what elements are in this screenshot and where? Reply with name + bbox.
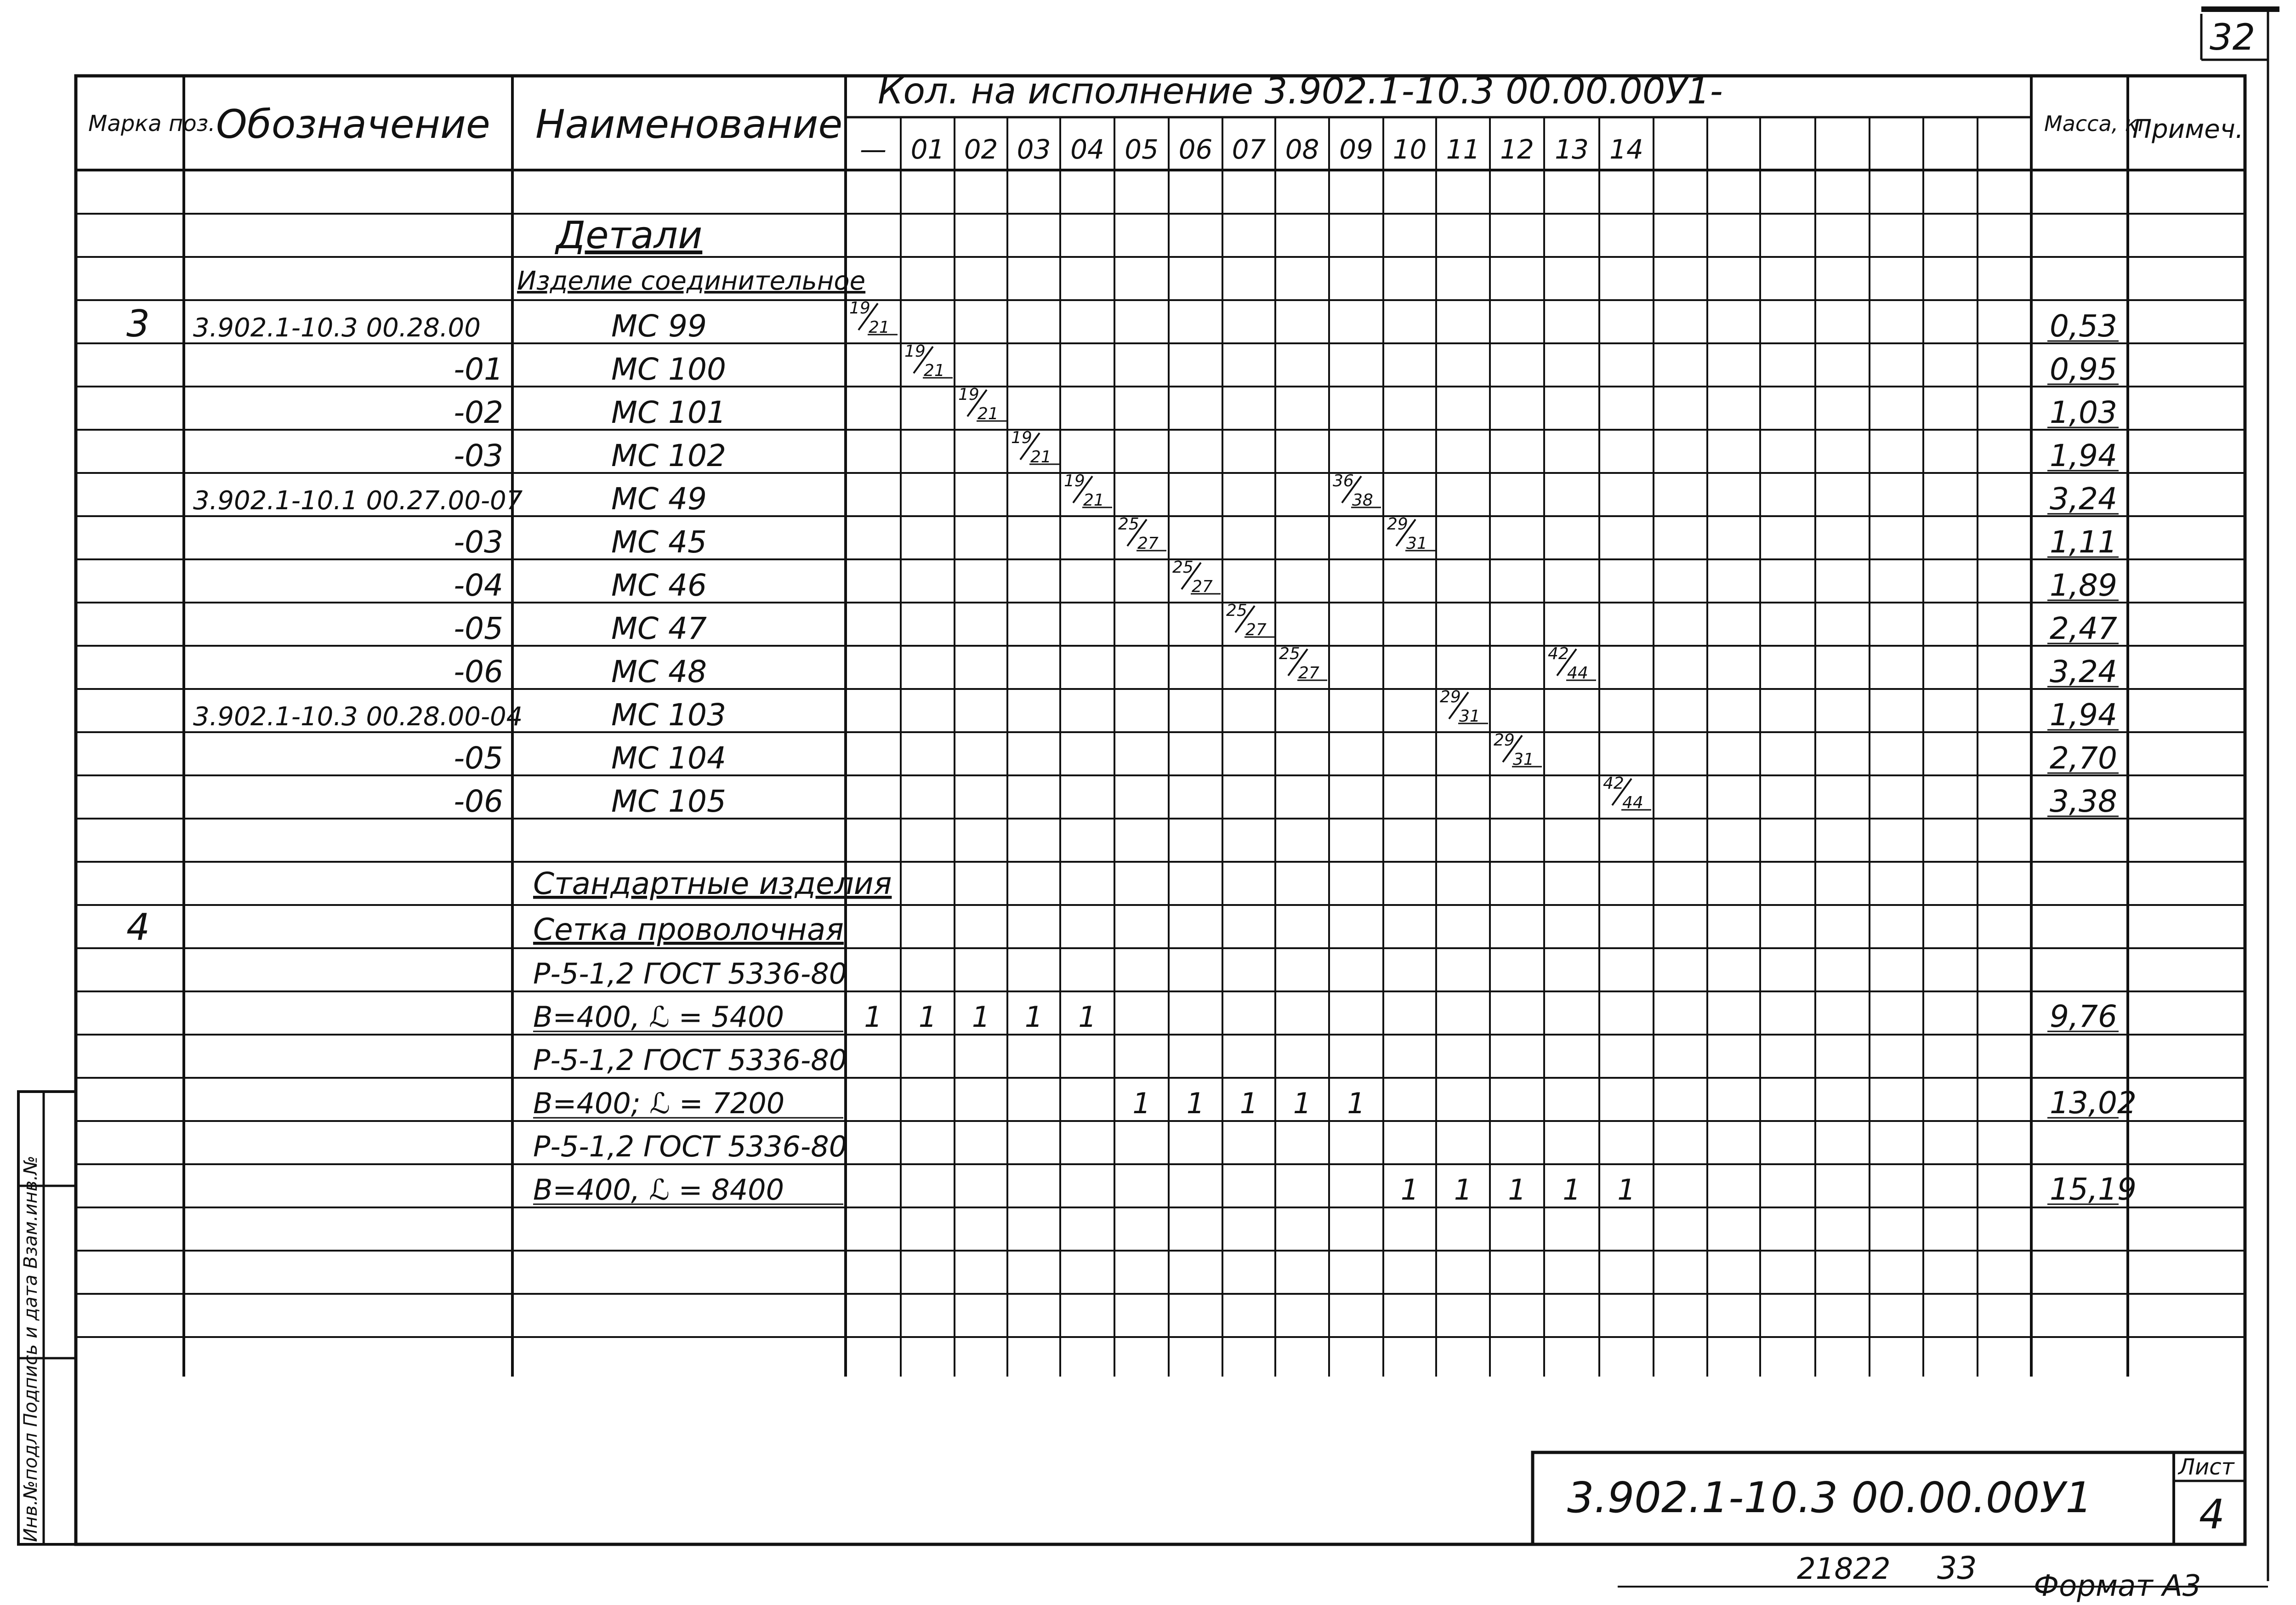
variant-col-8: 08 <box>1285 134 1319 165</box>
sheet-number-corner: 32 <box>2210 17 2256 58</box>
row-designation: -02 <box>454 395 503 430</box>
row-name: МС 101 <box>611 395 726 430</box>
header-name: Наименование <box>535 102 843 148</box>
row-name: МС 45 <box>611 524 707 560</box>
variant-col-9: 09 <box>1339 134 1373 165</box>
standard-item-qty: 1 <box>1239 1087 1258 1120</box>
variant-col-7: 07 <box>1232 134 1266 165</box>
row-name: МС 103 <box>611 697 726 733</box>
variant-column-headers <box>860 134 1643 165</box>
row-mass: 0,53 <box>2050 308 2117 344</box>
variant-col-3: 03 <box>1017 134 1051 165</box>
row-mass: 1,03 <box>2050 395 2117 430</box>
fraction-denominator: 31 <box>1406 534 1427 553</box>
fraction-numerator: 42 <box>1548 644 1569 663</box>
table-header <box>88 71 2244 148</box>
row-mass: 2,70 <box>2050 740 2117 776</box>
fraction-denominator: 21 <box>1083 491 1104 510</box>
fraction-denominator: 21 <box>869 318 890 337</box>
header-note: Примеч. <box>2132 114 2244 144</box>
header-mass: Масса, кг <box>2044 111 2149 136</box>
header-mark: Марка поз. <box>88 111 216 137</box>
standard-item-spec: Р-5-1,2 ГОСТ 5336-80 <box>533 1043 847 1077</box>
variant-col-1: 01 <box>910 134 945 165</box>
standard-item-qty: 1 <box>1293 1087 1312 1120</box>
standard-item-mass: 15,19 <box>2050 1172 2137 1207</box>
fraction-denominator: 21 <box>924 361 945 380</box>
row-designation: 3.902.1-10.1 00.27.00-07 <box>193 486 523 516</box>
fraction-denominator: 44 <box>1567 664 1588 683</box>
fraction-denominator: 21 <box>978 404 999 423</box>
section-connecting-product: Изделие соединительное <box>517 266 866 296</box>
variant-col-5: 05 <box>1125 134 1159 165</box>
standard-item-qty: 1 <box>864 1000 882 1034</box>
standard-item-qty: 1 <box>1347 1087 1365 1120</box>
row-name: МС 46 <box>611 568 707 603</box>
row-designation: 3.902.1-10.3 00.28.00-04 <box>193 702 523 732</box>
variant-col-12: 12 <box>1500 134 1534 165</box>
standard-items <box>533 957 2137 1207</box>
section-mesh: Сетка проволочная <box>533 912 844 947</box>
fraction-numerator: 19 <box>1064 472 1085 490</box>
standard-item-qty: 1 <box>918 1000 937 1034</box>
fraction-numerator: 29 <box>1387 515 1408 534</box>
standard-mark: 4 <box>126 906 150 949</box>
row-name: МС 49 <box>611 481 707 517</box>
row-designation: 3.902.1-10.3 00.28.00 <box>193 313 481 343</box>
fraction-numerator: 25 <box>1226 601 1247 620</box>
section-standard-products: Стандартные изделия <box>533 866 892 901</box>
row-designation: -06 <box>454 784 503 819</box>
title-block <box>20 17 2255 1603</box>
row-name: МС 104 <box>611 740 726 776</box>
row-designation: -03 <box>454 438 503 473</box>
standard-item-qty: 1 <box>1508 1173 1526 1207</box>
row-name: МС 48 <box>611 654 707 689</box>
format-label: Формат А3 <box>2034 1569 2201 1603</box>
row-name: МС 105 <box>611 784 726 819</box>
standard-item-qty: 1 <box>1132 1087 1151 1120</box>
fraction-numerator: 25 <box>1172 558 1193 577</box>
fraction-numerator: 19 <box>958 385 979 404</box>
header-designation: Обозначение <box>216 102 490 148</box>
row-designation: -05 <box>454 611 503 646</box>
fraction-numerator: 29 <box>1440 688 1461 706</box>
row-name: МС 102 <box>611 438 726 473</box>
side-stamp-text: Инв.№подл Подпись и дата Взам.инв.№ <box>20 1155 41 1542</box>
quantity-fractions <box>849 299 1651 812</box>
row-designation: -05 <box>454 740 503 776</box>
standard-item-qty: 1 <box>1024 1000 1043 1034</box>
fraction-denominator: 27 <box>1137 534 1159 553</box>
header-qty-title: Кол. на исполнение 3.902.1-10.3 00.00.00У1- <box>878 71 1723 112</box>
row-mass: 1,89 <box>2050 568 2117 603</box>
fraction-denominator: 44 <box>1622 793 1643 812</box>
fraction-denominator: 21 <box>1030 448 1051 467</box>
row-name: МС 47 <box>611 611 707 646</box>
frame-lines <box>18 9 2279 1587</box>
fraction-denominator: 31 <box>1513 750 1534 769</box>
row-mass: 3,24 <box>2050 481 2117 517</box>
title-block-sheet-number: 4 <box>2199 1491 2225 1538</box>
standard-item-spec: Р-5-1,2 ГОСТ 5336-80 <box>533 957 847 990</box>
standard-item-qty: 1 <box>972 1000 990 1034</box>
fraction-numerator: 19 <box>1011 428 1032 447</box>
fraction-numerator: 29 <box>1494 731 1515 750</box>
fraction-denominator: 27 <box>1298 664 1319 683</box>
fraction-denominator: 27 <box>1245 620 1267 639</box>
copy-number: 33 <box>1937 1550 1977 1587</box>
fraction-numerator: 25 <box>1118 515 1139 534</box>
inventory-number: 21822 <box>1797 1552 1891 1586</box>
standard-item-dims: В=400; ℒ = 7200 <box>533 1087 785 1120</box>
variant-col-11: 11 <box>1446 134 1480 165</box>
standard-item-mass: 9,76 <box>2050 999 2117 1034</box>
row-mass: 1,94 <box>2050 438 2117 473</box>
standard-item-qty: 1 <box>1617 1173 1636 1207</box>
fraction-denominator: 27 <box>1192 577 1213 596</box>
row-mass: 0,95 <box>2050 352 2117 387</box>
title-block-sheet-label: Лист <box>2178 1454 2234 1480</box>
standard-item-qty: 1 <box>1454 1173 1472 1207</box>
fraction-numerator: 36 <box>1333 472 1354 490</box>
row-mark: 3 <box>126 302 150 345</box>
row-mass: 3,38 <box>2050 784 2117 819</box>
standard-item-qty: 1 <box>1400 1173 1419 1207</box>
fraction-denominator: 38 <box>1352 491 1373 510</box>
variant-col-13: 13 <box>1555 134 1589 165</box>
fraction-denominator: 31 <box>1459 707 1480 726</box>
spec-rows <box>126 302 2119 819</box>
standard-item-mass: 13,02 <box>2050 1085 2137 1121</box>
title-block-code: 3.902.1-10.3 00.00.00У1 <box>1567 1473 2092 1522</box>
variant-col-2: 02 <box>964 134 998 165</box>
row-mass: 1,94 <box>2050 697 2117 733</box>
standard-item-qty: 1 <box>1563 1173 1581 1207</box>
variant-col-6: 06 <box>1178 134 1213 165</box>
row-designation: -01 <box>454 352 503 387</box>
variant-col-4: 04 <box>1070 134 1104 165</box>
standard-item-spec: Р-5-1,2 ГОСТ 5336-80 <box>533 1130 847 1163</box>
row-designation: -04 <box>454 568 503 603</box>
standard-item-dims: В=400, ℒ = 5400 <box>533 1000 784 1034</box>
standard-item-qty: 1 <box>1078 1000 1097 1034</box>
row-designation: -03 <box>454 524 503 560</box>
fraction-numerator: 19 <box>904 342 926 361</box>
variant-col-10: 10 <box>1392 134 1427 165</box>
section-details: Детали <box>556 214 703 257</box>
row-mass: 2,47 <box>2050 611 2117 646</box>
fraction-numerator: 42 <box>1603 774 1624 793</box>
variant-col-14: 14 <box>1609 134 1643 165</box>
row-name: МС 99 <box>611 308 707 344</box>
fraction-numerator: 25 <box>1279 644 1300 663</box>
variant-col-0: — <box>860 134 887 165</box>
row-designation: -06 <box>454 654 503 689</box>
standard-item-qty: 1 <box>1186 1087 1205 1120</box>
outer-frame <box>76 76 2245 1544</box>
fraction-numerator: 19 <box>849 299 870 318</box>
standard-item-dims: В=400, ℒ = 8400 <box>533 1173 784 1207</box>
row-mass: 3,24 <box>2050 654 2117 689</box>
row-mass: 1,11 <box>2050 524 2117 560</box>
row-name: МС 100 <box>611 352 726 387</box>
